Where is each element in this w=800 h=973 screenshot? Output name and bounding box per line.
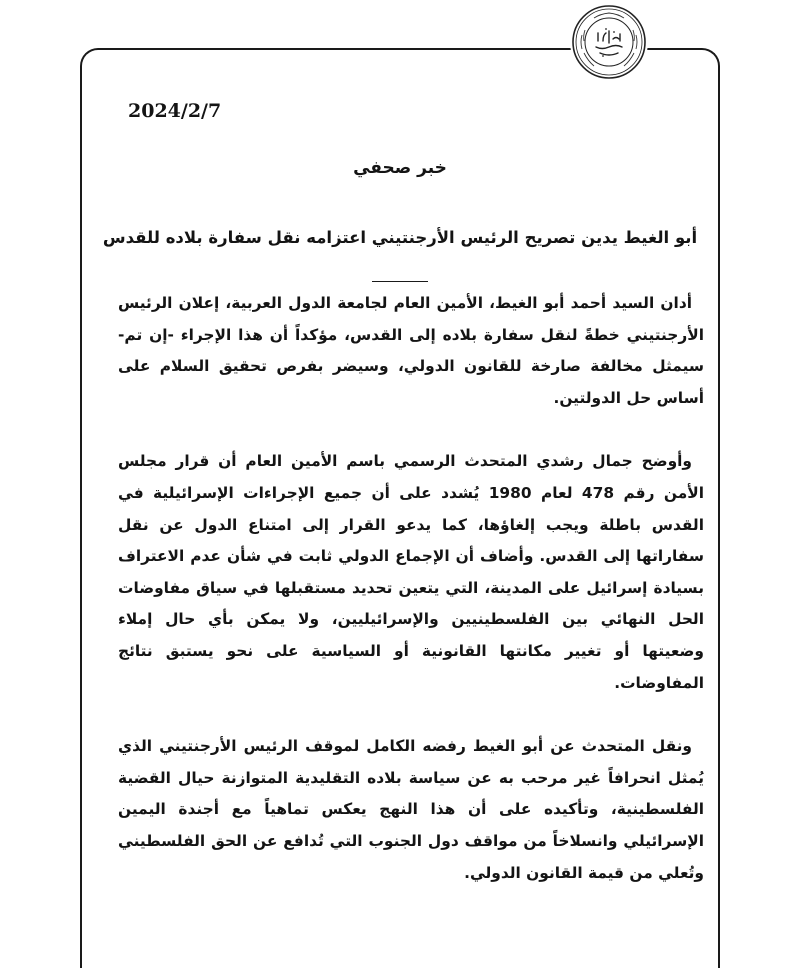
paragraph-1: أدان السيد أحمد أبو الغيط، الأمين العام لجامعة الدول العربية، إعلان الرئيس الأرجنتيني خطةً لنقل سفارة بلاده إلى القدس، مؤكداً أن هذا الإجراء -إن تم- سيمثل مخالفة صارخة للقانون الدولي، وسيضر بفرص تحقيق السلام على أساس حل الدولتين. xyxy=(118,294,704,407)
paragraph-3: ونقل المتحدث عن أبو الغيط رفضه الكامل لموقف الرئيس الأرجنتيني الذي يُمثل انحرافاً غير مرحب به عن سياسة بلاده التقليدية المتوازنة حيال القضية الفلسطينية، وتأكيده على أن هذا النهج يعكس تماهياً مع أجندة اليمين الإسرائيلي وانسلاخاً من مواقف دول الجنوب التي تُدافع عن الحق الفلسطيني وتُعلي من قيمة القانون الدولي. xyxy=(118,737,704,882)
paragraph-2: وأوضح جمال رشدي المتحدث الرسمي باسم الأمين العام أن قرار مجلس الأمن رقم 478 لعام 1980 يُشدد على أن جميع الإجراءات الإسرائيلية في القدس باطلة ويجب إلغاؤها، كما يدعو القرار إلى امتناع الدول عن نقل سفاراتها إلى القدس. وأضاف أن الإجماع الدولي ثابت في شأن عدم الاعتراف بسيادة إسرائيل على المدينة، التي يتعين تحديد مستقبلها في سياق مفاوضات الحل النهائي بين الفلسطينيين والإسرائيليين، ولا يمكن بأي حال إملاء وضعيتها أو تغيير مكانتها القانونية أو السياسية على نحو يستبق نتائج المفاوضات. xyxy=(118,452,705,692)
document-date: 2024/2/7 xyxy=(128,100,222,122)
press-release-label: خبر صحفي xyxy=(353,158,447,178)
seal-emblem xyxy=(570,3,648,81)
arab-league-seal-icon xyxy=(570,3,648,81)
headline: أبو الغيط يدين تصريح الرئيس الأرجنتيني اعتزامه نقل سفارة بلاده للقدس xyxy=(102,228,698,247)
title-divider xyxy=(372,281,428,282)
article-body xyxy=(118,288,704,889)
